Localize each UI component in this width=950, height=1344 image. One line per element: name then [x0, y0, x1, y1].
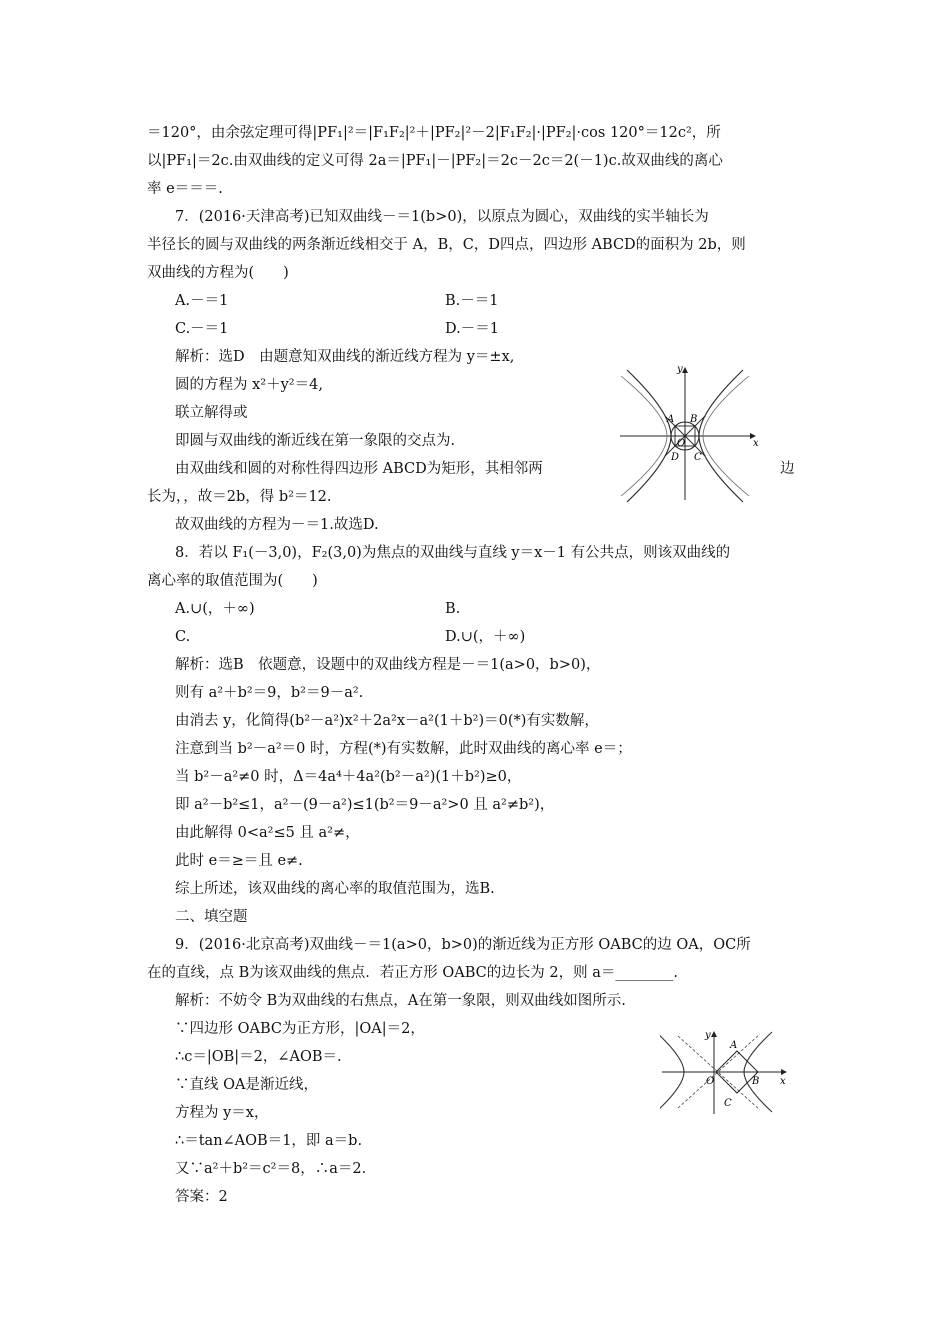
q7-hyperbola-figure: [615, 360, 765, 505]
q9-stem-line-1: 9．(2016·北京高考)双曲线－＝1(a>0，b>0)的渐近线为正方形 OABC的边 OA，OC所: [175, 937, 751, 953]
q8-solution-line: 则有 a²＋b²＝9，b²＝9－a².: [175, 685, 364, 701]
q7-solution-line: 圆的方程为 x²＋y²＝4,: [175, 377, 323, 393]
q9-square-hyperbola-figure: [660, 1028, 790, 1116]
q7-solution-line: 联立解得或: [175, 405, 248, 421]
label-o: O: [706, 1076, 715, 1087]
q8-solution-line: 当 b²－a²≠0 时，Δ＝4a⁴＋4a²(b²－a²)(1＋b²)≥0，: [175, 769, 522, 785]
q8-solution-line: 由此解得 0<a²≤5 且 a²≠，: [175, 825, 360, 841]
q8-stem-line-2: 离心率的取值范围为( ): [147, 573, 318, 589]
q7-stem-line-2: 半径长的圆与双曲线的两条渐近线相交于 A，B，C，D四点，四边形 ABCD的面积为 2b，则: [147, 237, 746, 253]
q7-option-c: C.－＝1: [175, 321, 229, 337]
label-o: O: [677, 438, 686, 449]
q9-solution-line: 又∵a²＋b²＝c²＝8，∴a＝2.: [175, 1161, 367, 1177]
q9-solution-line: ∴c＝|OB|＝2，∠AOB＝.: [175, 1049, 342, 1065]
q9-solution-line: ∵四边形 OABC为正方形，|OA|＝2，: [175, 1021, 425, 1037]
q9-solution-line: ∵直线 OA是渐近线，: [175, 1077, 318, 1093]
label-c: C: [724, 1098, 732, 1109]
prev-line-3: 率 e＝＝＝.: [147, 181, 223, 197]
q7-stem-line-3: 双曲线的方程为( ): [147, 265, 289, 281]
q8-option-d: D.∪(，＋∞): [445, 629, 526, 645]
q7-solution-line: 解析：选D 由题意知双曲线的渐近线方程为 y＝±x,: [175, 349, 515, 365]
q8-option-c: C.: [175, 629, 191, 645]
q7-solution-line: 长为，，故＝2b，得 b²＝12.: [147, 489, 332, 505]
x-axis-label: x: [780, 1076, 786, 1087]
prev-line-2: 以|PF₁|＝2c.由双曲线的定义可得 2a＝|PF₁|－|PF₂|＝2c－2c＝2(－1)c.故双曲线的离心: [147, 153, 723, 169]
q7-option-a: A.－＝1: [175, 293, 229, 309]
q7-solution-line: 故双曲线的方程为－＝1.故选D.: [175, 517, 379, 533]
q7-solution-line: 即圆与双曲线的渐近线在第一象限的交点为.: [175, 433, 456, 449]
q9-stem-line-2: 在的直线，点 B为该双曲线的焦点．若正方形 OABC的边长为 2，则 a＝________.: [147, 965, 678, 981]
label-c: C: [694, 452, 702, 463]
q8-stem-line-1: 8．若以 F₁(－3,0)，F₂(3,0)为焦点的双曲线与直线 y＝x－1 有公共点，则该双曲线的: [175, 545, 731, 561]
q8-solution-line: 此时 e＝≥＝且 e≠.: [175, 853, 303, 869]
q7-stem-line-1: 7．(2016·天津高考)已知双曲线－＝1(b>0)，以原点为圆心，双曲线的实半轴长为: [175, 209, 709, 225]
label-a: A: [730, 1040, 738, 1051]
label-d: D: [671, 452, 680, 463]
q9-solution-line: 解析：不妨令 B为双曲线的右焦点，A在第一象限，则双曲线如图所示.: [175, 993, 626, 1009]
q7-solution-line: 由双曲线和圆的对称性得四边形 ABCD为矩形，其相邻两: [175, 461, 543, 477]
asymptote: [678, 1034, 760, 1108]
q8-option-a: A.∪(，＋∞): [175, 601, 255, 617]
q8-solution-line: 即 a²－b²≤1，a²－(9－a²)≤1(b²＝9－a²>0 且 a²≠b²)，: [175, 797, 555, 813]
label-b: B: [752, 1076, 760, 1087]
q7-option-d: D.－＝1: [445, 321, 499, 337]
q9-solution-line: ∴＝tan∠AOB＝1，即 a＝b.: [175, 1133, 363, 1149]
asymptote: [678, 1036, 760, 1110]
prev-line-1: ＝120°，由余弦定理可得|PF₁|²＝|F₁F₂|²＋|PF₂|²－2|F₁F₂|·|PF₂|·cos 120°＝12c²，所: [147, 125, 721, 141]
label-b: B: [690, 414, 698, 425]
section-heading: 二、填空题: [175, 909, 248, 925]
label-a: A: [667, 414, 675, 425]
x-axis-label: x: [753, 438, 759, 449]
q9-answer: 答案：2: [175, 1189, 228, 1205]
q8-solution-line: 综上所述，该双曲线的离心率的取值范围为，选B.: [175, 881, 495, 897]
q9-solution-line: 方程为 y＝x，: [175, 1105, 269, 1121]
q8-solution-line: 注意到当 b²－a²＝0 时，方程(*)有实数解，此时双曲线的离心率 e＝；: [175, 741, 632, 757]
q8-solution-line: 解析：选B 依题意，设题中的双曲线方程是－＝1(a>0，b>0)，: [175, 657, 601, 673]
q8-option-b: B.: [445, 601, 461, 617]
q7-option-b: B.－＝1: [445, 293, 499, 309]
y-axis-label: y: [677, 364, 683, 375]
y-axis-label: y: [705, 1030, 711, 1041]
q7-solution-line: 边: [780, 461, 795, 477]
q8-solution-line: 由消去 y，化简得(b²－a²)x²＋2a²x－a²(1＋b²)＝0(*)有实数解，: [175, 713, 599, 729]
